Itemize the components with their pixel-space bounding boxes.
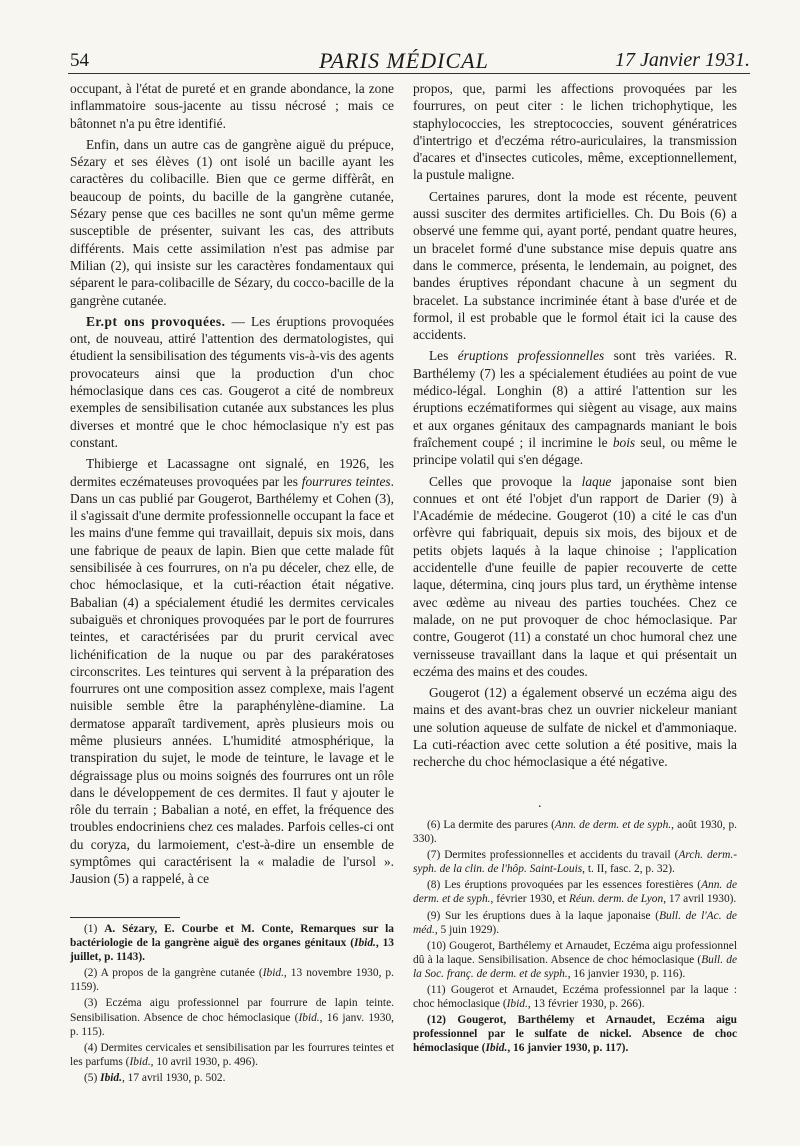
footnote-3: (3) Eczéma aigu professionnel par fourrure de lapin teinte. Sensibilisation. Absence de choc hémoclasique (Ibid., 16 janv. 1930, p. 115).: [70, 997, 394, 1038]
footnote-8: (8) Les éruptions provoquées par les essences forestières (Ann. de derm. et de syph., février 1930, et Réun. derm. de Lyon, 17 avril 1930).: [413, 879, 737, 906]
footnote-6: (6) La dermite des parures (Ann. de derm. et de syph., août 1930, p. 330).: [413, 819, 737, 846]
issue-date: 17 Janvier 1931.: [615, 49, 750, 71]
footnote-2: (2) A propos de la gangrène cutanée (Ibid., 13 novembre 1930, p. 1159).: [70, 967, 394, 994]
section-dot: .: [538, 796, 542, 811]
footnotes-left: [70, 917, 394, 1087]
footnote-10: (10) Gougerot, Barthélemy et Arnaudet, Eczéma aigu professionnel dû à la laque. Sensibilisation. Absence de choc hémoclasique (Bull. de la Soc. franç. de derm. et de syph., 16 janvier 1930, p. 116).: [413, 939, 738, 980]
header-rule: [68, 73, 750, 74]
paragraph: Gougerot (12) a également observé un eczéma aigu des mains et des avant-bras chez un ouvrier nickeleur maniant une solution aqueuse de sulfate de nickel et d'ammoniaque. La cuti-réaction avec cette solution a été positive, mais la recherche du choc hémoclasique a été négative.: [413, 685, 737, 770]
footnote-5: (5) Ibid., 17 avril 1930, p. 502.: [84, 1071, 226, 1084]
left-column: [70, 80, 394, 892]
footnote-separator: [70, 917, 180, 918]
footnotes-right: [413, 818, 737, 1058]
right-column: [413, 80, 737, 775]
footnote-11: (11) Gougerot et Arnaudet, Eczéma professionnel par la laque : choc hémoclasique (Ibid., 13 février 1930, p. 266).: [413, 984, 737, 1011]
footnote-1: (1) A. Sézary, E. Courbe et M. Conte, Remarques sur la bactériologie de la gangrène aiguë des organes génitaux (Ibid., 13 juillet, p. 1143).: [70, 923, 394, 964]
footnote-12: (12) Gougerot, Barthélemy et Arnaudet, Eczéma aigu professionnel par le sulfate de nickel. Absence de choc hémoclasique (Ibid., 16 janvier 1930, p. 117).: [413, 1014, 737, 1055]
paragraph: Er.pt ons provoquées. — Les éruptions provoquées ont, de nouveau, attiré l'attention des dermatologistes, qui étudient la sensibilisation des téguments vis-à-vis des agents provocateurs ainsi que la production d'un choc hémoclasique dans ces cas. Gougerot a cité de nombreux exemples de sensibilisation cutanée aux substances les plus diverses et montré que le choc hémoclasique n'y est pas constant.: [70, 313, 394, 450]
paragraph: occupant, à l'état de pureté et en grande abondance, la zone inflammatoire sous-jacente au tissu nécrosé ; mais ce bâtonnet n'a pu être identifié.: [70, 81, 394, 131]
page-header: [58, 46, 750, 76]
footnote-7: (7) Dermites professionnelles et accidents du travail (Arch. derm.-syph. de la clin. de l'hôp. Saint-Louis, t. II, fasc. 2, p. 32).: [413, 849, 737, 876]
section-lead: Er.pt ons provoquées.: [86, 313, 226, 329]
footnote-9: (9) Sur les éruptions dues à la laque japonaise (Bull. de l'Ac. de méd., 5 juin 1929).: [413, 909, 737, 936]
paragraph: propos, que, parmi les affections provoquées par les fourrures, on peut citer : le lichen trichophytique, les staphylococcies, les streptococcies, souvent génératrices d'intertrigo et d'eczéma rétro-auriculaires, la transmission d'acares et d'insectes cuticoles, même, exceptionnellement, la pustule maligne.: [413, 81, 737, 183]
paragraph: Certaines parures, dont la mode est récente, peuvent aussi susciter des dermites artificielles. Ch. Du Bois (6) a observé une femme qui, ayant porté, pendant quatre heures, un bracelet formé d'une substance mise depuis quatre ans dans le commerce, présenta, le lendemain, au poignet, des bandes éruptives répondant chacune à un segment du bracelet. La substance incriminée étant à base d'urée et de formol, il est probable que le formol était ici la cause des accidents.: [413, 188, 737, 343]
paragraph: Enfin, dans un autre cas de gangrène aiguë du prépuce, Sézary et ses élèves (1) ont isolé un bacille ayant les caractères du colibacille. Bien que ce germe diffèrât, en beaucoup de points, du bacille de la gangrène cutanée, Sézary pense que ces bacilles ne sont qu'un même germe susceptible de présenter, suivant les cas, des attributs différents. Mais cette assimilation n'est pas admise par Milian (2), qui insiste sur les caractères fondamentaux qui séparent le para-colibacille de Sézary, du cocco-bacille de la gangrène cutanée.: [70, 136, 394, 308]
running-title: PARIS MÉDICAL: [319, 48, 489, 73]
paragraph: Celles que provoque la laque japonaise sont bien connues et ont été l'objet d'un rapport de Darier (9) à l'Académie de médecine. Gougerot (10) a cité le cas d'un orfèvre qui fabriquait, depuis six mois, des bijoux et de petits objets laqués à la laque chinoise ; l'application accidentelle d'une feuille de papier recouverte de cette laque, détermina, cinq jours plus tard, un érythème intense avec œdème au niveau des parties touchées. Chez ce malade, on ne put provoquer de choc hémoclasique. Par contre, Gougerot (11) a constaté un choc humoral chez une vernisseuse travaillant dans la laque et qui présentait un eczéma des mains et des coudes.: [413, 473, 737, 679]
paragraph: Thibierge et Lacassagne ont signalé, en 1926, les dermites eczémateuses provoquées par les fourrures teintes. Dans un cas publié par Gougerot, Barthélemy et Cohen (3), il s'agissait d'une dermite professionnelle occupant la face et les mains d'une femme qui travaillait, depuis six mois, dans une fabrique de peaux de lapin. Bien que cette malade fût sensibilisée à ces fourrures, on n'a pu déceler, chez elle, de choc hémoclasique, et la cuti-réaction était négative. Babalian (4) a spécialement étudié les dermites cervicales subaiguës et chroniques provoquées par le port de fourrures teintes, et caractérisées par du prurit cervical avec lichénification de la nuque ou par des parakératoses circonscrites. Les teintures qui servent à la préparation des fourrures ont une composition assez complexe, mais l'agent nuisible semble être la paraphénylène-diamine. La dermatose apparaît tardivement, après plusieurs mois ou même plusieurs années. L'humidité atmosphérique, la transpiration du sujet, le mode de teinture, le lavage et le dégraissage plus ou moins soignés des fourrures ont un rôle dans le développement de ces dermites. Il faut y ajouter le rôle du terrain ; Babalian a noté, en effet, la fréquence des troubles endocriniens chez ces malades. Parfois celles-ci ont du coryza, du larmoiement, c'est-à-dire un ensemble de symptômes qui caractérisent la « maladie de l'ursol ». Jausion (5) a rappelé, à ce: [70, 456, 394, 887]
page-number: 54: [70, 50, 89, 71]
paragraph: Les éruptions professionnelles sont très variées. R. Barthélemy (7) les a spécialement étudiées au point de vue médico-légal. Longhin (8) a attiré l'attention sur les éruptions eczématiformes qui siègent au visage, aux mains et aux organes génitaux des campagnards maniant le bois fraîchement coupé ; il incrimine le bois seul, ou même le principe volatil qui s'en dégage.: [413, 348, 737, 468]
footnote-4: (4) Dermites cervicales et sensibilisation par les fourrures teintes et les parfums (Ibid., 10 avril 1930, p. 496).: [70, 1041, 394, 1068]
